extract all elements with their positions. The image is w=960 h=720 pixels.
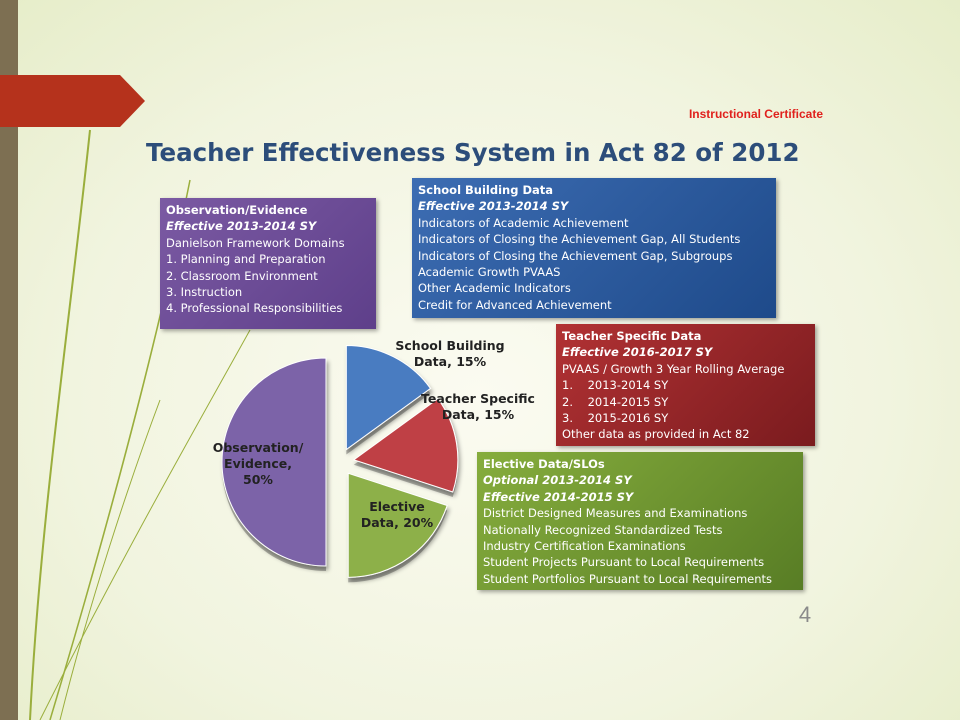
school-effective: Effective 2013-2014 SY [418,199,569,214]
elective-line: District Designed Measures and Examinations [483,506,748,521]
observation-evidence-box [160,198,376,329]
elective-line: Nationally Recognized Standardized Tests [483,522,723,537]
teacher-heading: Teacher Specific Data [562,329,702,343]
observation-line: 2. Classroom Environment [166,268,318,283]
school-line: Academic Growth PVAAS [418,265,561,280]
observation-heading: Observation/Evidence [166,203,308,217]
teacher-line: 1. 2013-2014 SY [562,378,669,393]
school-line: Indicators of Academic Achievement [418,215,629,230]
observation-line: 4. Professional Responsibilities [166,301,343,316]
elective-line: Student Portfolios Pursuant to Local Requirements [483,571,773,586]
page-number: 4 [798,602,812,627]
certificate-label: Instructional Certificate [688,107,823,121]
pie-label-elective: Elective Data, 20% [360,499,434,530]
pie-label-school-building: School Building Data, 15% [395,338,505,369]
elective-data-box [477,452,803,590]
school-line: Indicators of Closing the Achievement Gap, All Students [418,232,741,247]
teacher-effective: Effective 2016-2017 SY [562,345,713,360]
teacher-line: 2. 2014-2015 SY [562,394,669,409]
teacher-specific-data-box [556,324,815,446]
pie-label-teacher-specific: Teacher Specific Data, 15% [421,391,535,422]
teacher-line: PVAAS / Growth 3 Year Rolling Average [562,361,785,376]
page-title: Teacher Effectiveness System in Act 82 of 2012 [146,138,800,167]
elective-optional: Optional 2013-2014 SY [483,473,632,488]
observation-line: Danielson Framework Domains [166,235,345,250]
school-line: Indicators of Closing the Achievement Gap, Subgroups [418,248,733,263]
elective-effective: Effective 2014-2015 SY [483,489,634,504]
teacher-line: 3. 2015-2016 SY [562,411,669,426]
observation-effective: Effective 2013-2014 SY [166,219,317,234]
teacher-line: Other data as provided in Act 82 [562,427,750,442]
observation-line: 1. Planning and Preparation [166,252,326,267]
pie-label-observation: Observation/ Evidence, 50% [212,440,304,487]
school-heading: School Building Data [418,183,554,197]
school-line: Other Academic Indicators [418,281,571,296]
school-line: Credit for Advanced Achievement [418,297,612,312]
elective-line: Student Projects Pursuant to Local Requirements [483,555,765,570]
elective-line: Industry Certification Examinations [483,539,686,554]
elective-heading: Elective Data/SLOs [483,457,605,471]
observation-line: 3. Instruction [166,285,243,300]
school-building-data-box [412,178,776,318]
